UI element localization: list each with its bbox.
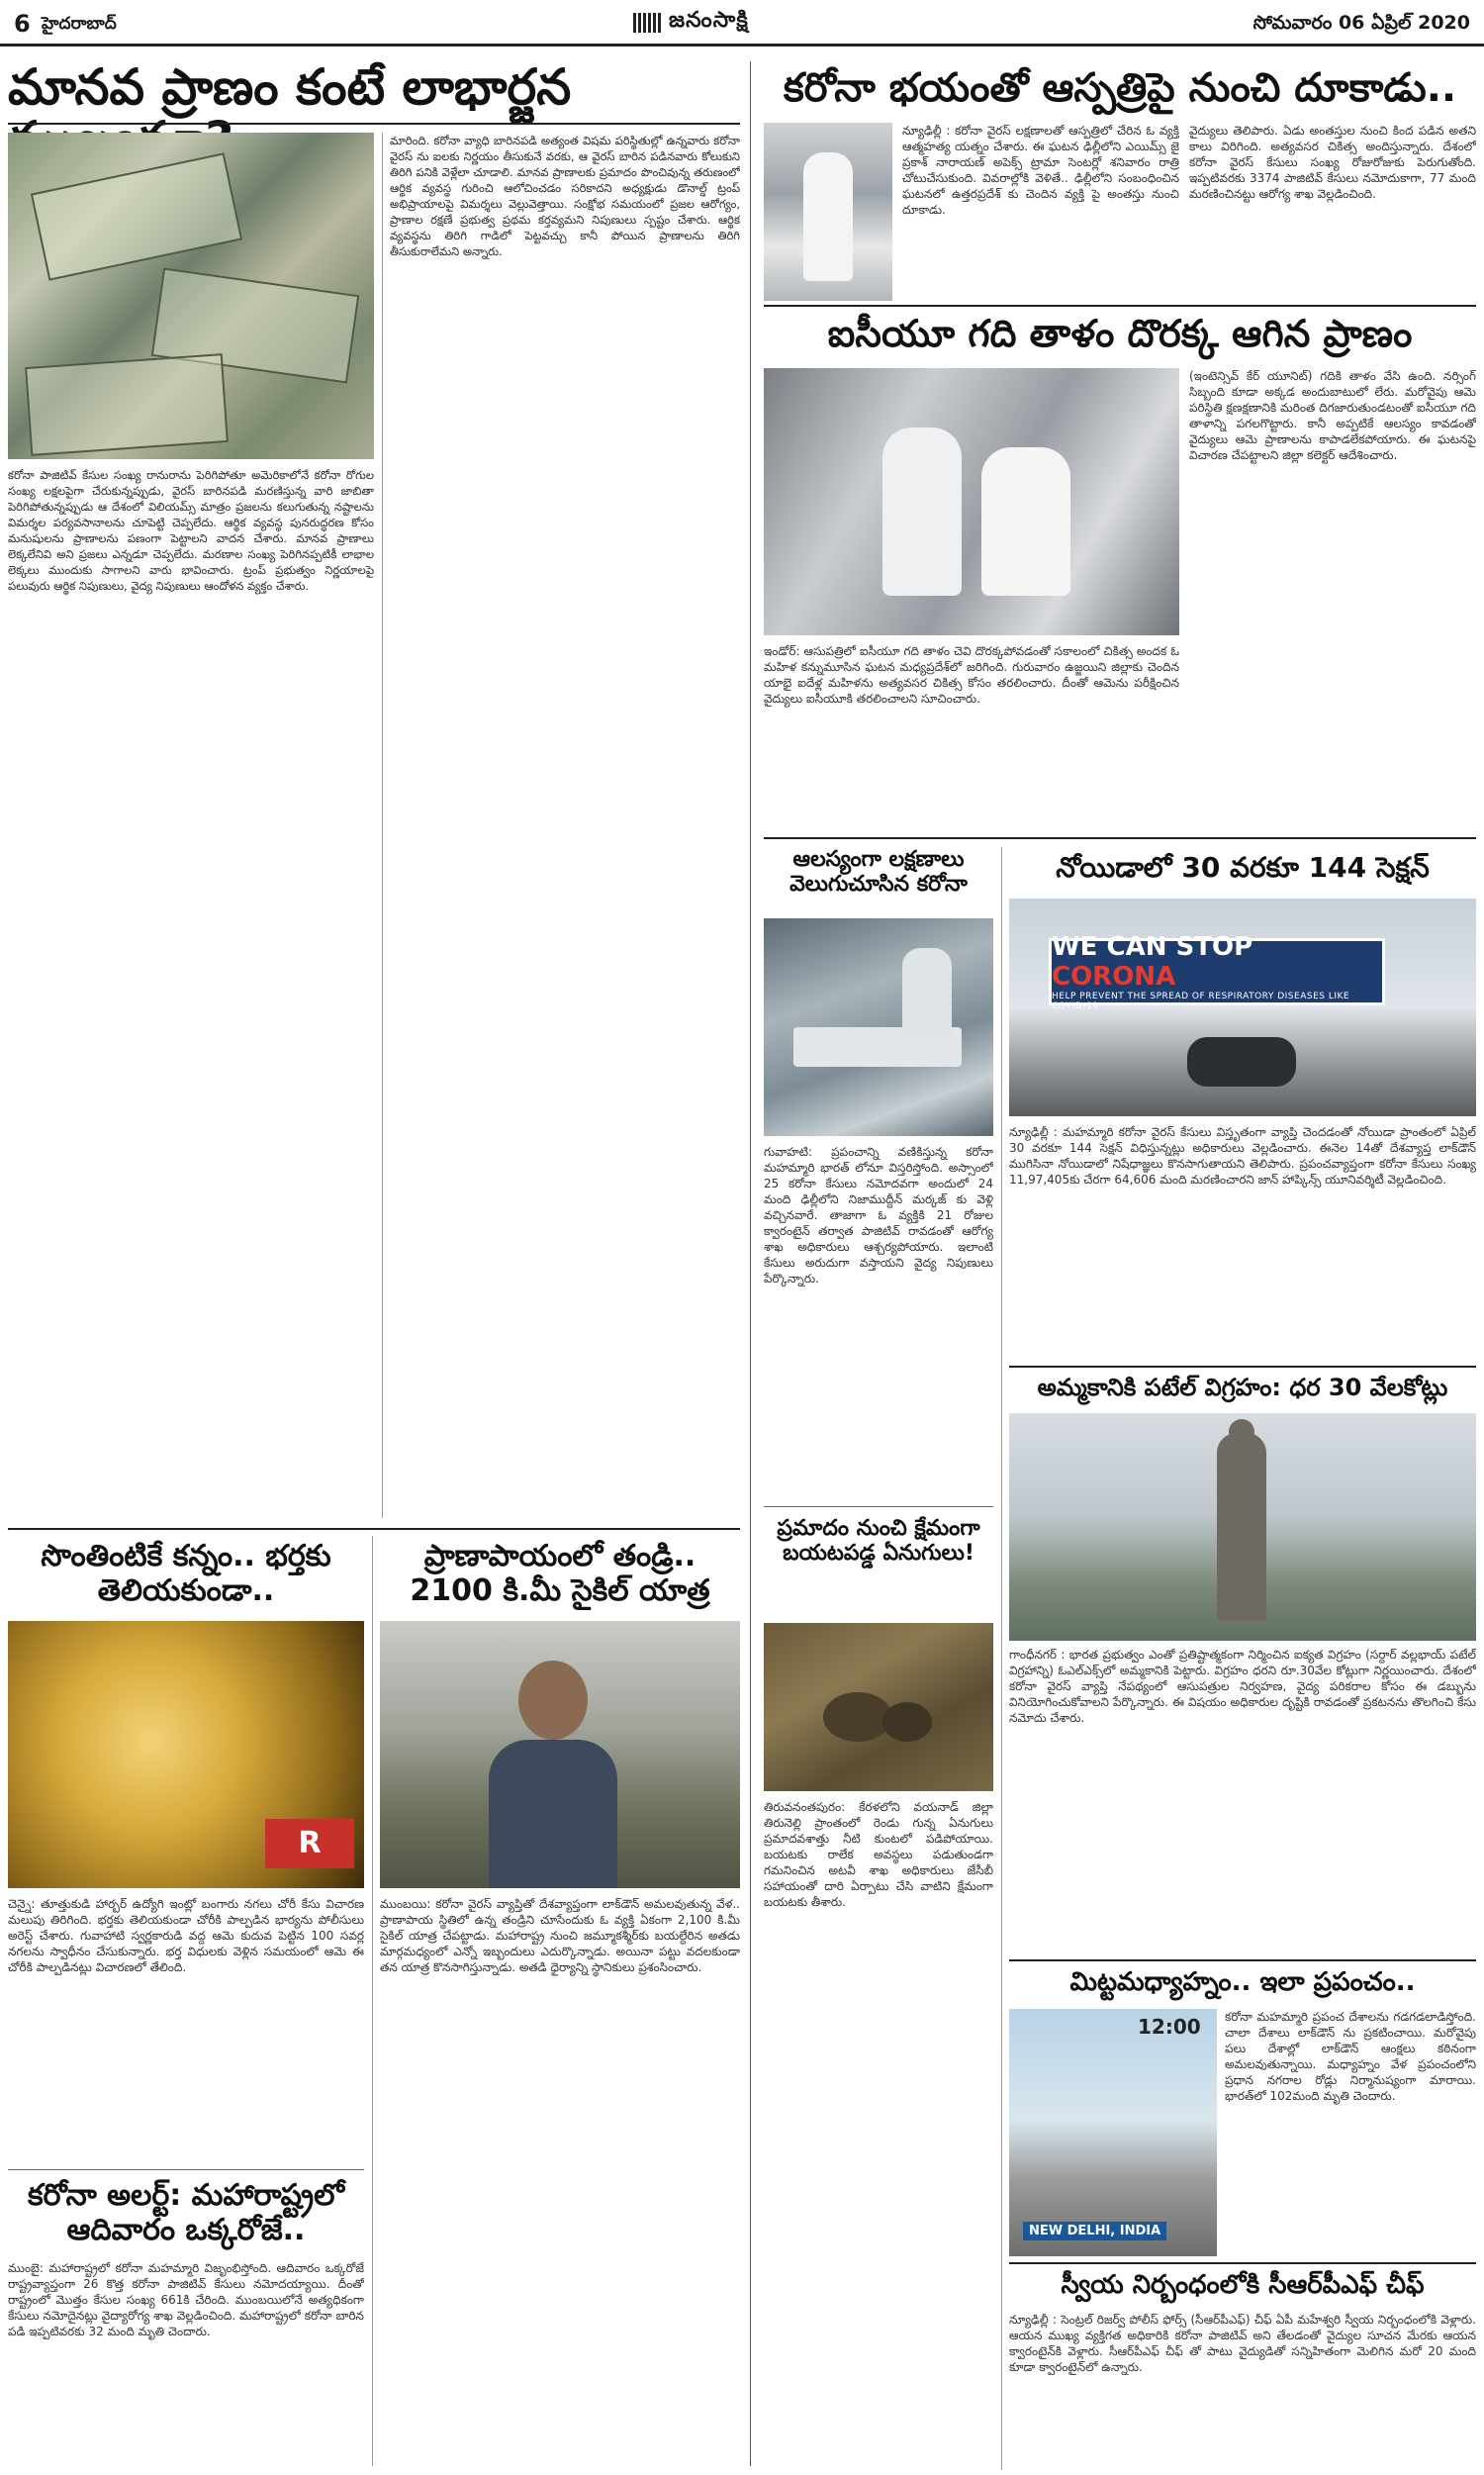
main-headline: మానవ ప్రాణం కంటే లాభార్జన — [8, 58, 572, 116]
afternoon-headline: మిట్టమధ్యాహ్నం.. ఇలా ప్రపంచం.. — [1069, 1967, 1416, 1997]
statue-article: గాంధీనగర్ : భారత ప్రభుత్వం ఎంతో ప్రతిష్టాత్మకంగా నిర్మించిన ఐక్యత విగ్రహం (సర్దార్ వల్లభాయ్ పటేల్ విగ్రహాన్ని) ఓఎల్ఎక్స్‌లో అమ్మకానికి పెట్టారు. విగ్రహం ధరని రూ.30వేల కోట్లుగా నిర్ణయించారు. దేశంలో కరోనా వైరస్ వ్యాప్తి నేపథ్యంలో ఆసుపత్రుల నిర్వహణ, వైద్య పరికరాల కోసం ఈ డబ్బును వినియోగించుకోవాలని పేర్కొన్నారు. ఈ విషయం అధికారుల దృష్టికి రావడంతో ప్రకటనను తొలగించి కేసు నమోదు చేశారు. — [1009, 1648, 1476, 1725]
issue-date: సోమవారం 06 ఏప్రిల్ 2020 — [1252, 12, 1470, 34]
bottom-column-divider — [372, 1536, 373, 2466]
hospital-rule — [764, 305, 1476, 307]
bottom-section-rule — [8, 1528, 740, 1530]
cycle-article: ముంబయి: కరోనా వైరస్ వ్యాప్తితో దేశవ్యాప్తంగా లాక్‌డౌన్ అమలవుతున్న వేళ.. ప్రాణాపాయ స్థితిలో ఉన్న తండ్రిని చూసేందుకు ఓ వ్యక్తి ఏకంగా 2,100 కి.మీ సైకిల్ యాత్ర చేపట్టాడు. మహారాష్ట్ర నుంచి జమ్మూకశ్మీర్‌కు బయల్దేరిన అతడు మార్గమధ్యంలో ఎన్నో ఇబ్బందులు ఎదుర్కొన్నాడు. అయినా పట్టు వదలకుండా తన యాత్ర కొనసాగిస్తున్నాడు. అతడి ధైర్యాన్ని స్థానికులు ప్రశంసించారు. — [380, 1897, 740, 1974]
icu-article-col: (ఇంటెన్సివ్ కేర్ యూనిట్) గదికి తాళం వేసి ఉంది. నర్సింగ్ సిబ్బంది కూడా అక్కడ అందుబాటులో లేరు. మరోవైపు ఆమె పరిస్థితి క్షణక్షణానికి మరింత దిగజారుతుండటంతో ఐసీయూ గది తాళాన్ని పగలగొట్టారు. కానీ అప్పటికే ఆలస్యం కావడంతో వైద్యులు ఆమె ప్రాణాలను కాపాడలేకపోయారు. ఈ ఘటనపై విచారణ చేపట్టాలని జిల్లా కలెక్టర్ ఆదేశించారు. — [1189, 369, 1476, 462]
hospital-window-photo — [764, 123, 892, 301]
banner-accent-text: CORONA — [1052, 962, 1176, 992]
elephants-headline: ప్రమాదం నుంచి క్షేమంగా బయటపడ్డ ఏనుగులు! — [777, 1516, 980, 1567]
elephants-article: తిరువనంతపురం: కేరళలోని వయనాడ్ జిల్లా తిరునెల్లి ప్రాంతంలో రెండు గున్న ఏనుగులు ప్రమాదవశాత్తు నీటి కుంటలో పడిపోయాయి. బయటకు రాలేక అవస్థలు పడుతుండగా గమనించిన అటవీ శాఖ అధికారులు జేసీబీ సహాయంతో దారి ఏర్పాటు చేసి వాటిని క్షేమంగా బయటకు తీశారు. — [764, 1800, 993, 1909]
icu-caption: ఇండోర్: ఆసుపత్రిలో ఐసీయూ గది తాళం చెవి దొరక్కపోవడంతో సకాలంలో చికిత్స అందక ఓ మహిళ కన్నుమూసిన ఘటన మధ్యప్రదేశ్‌లో జరిగింది. గురువారం ఉజ్జయిని జిల్లాకు చెందిన యాభై ఐదేళ్ల మహిళను అత్యవసర చికిత్స కోసం తరలించారు. దీంతో ఆమెను పరీక్షించిన వైద్యులు ఐసీయూకి తరలించాలని సూచించారు. — [764, 644, 1179, 706]
alert-rule — [8, 2169, 364, 2170]
main-article-col1: కరోనా పాజిటివ్ కేసుల సంఖ్య రానురాను పెరిగిపోతూ అమెరికాలోనే కరోనా రోగుల సంఖ్య లక్షలపైగా చేరుకున్నప్పుడు, వైరస్ బారినపడి మరణిస్తున్న వారి జాబితా పెరిగిపోతున్నప్పుడు ఆ దేశంలో విలియమ్స్ మాత్రం ప్రజలను కలుగుతున్న నష్టాలను విమర్శల పర్యవసానాలను చూపెట్టి చెప్పలేదు. ఆర్థిక వ్యవస్థ పునరుద్ధరణ కోసం మనుషులను ప్రాణాలను పణంగా పెట్టాలని వాదన చేశారు. మానవ ప్రాణాలు లెక్కలేనివి అని ప్రజలు ఎన్నడూ చెప్పలేదు. మరణాల సంఖ్య పెరిగినప్పటికీ లాభాల లెక్కలు ముందుకు సాగాలని వారు భావించారు. ట్రంప్ ప్రభుత్వం నిర్ణయాలపై పలువురు ఆర్థిక నిపుణులు, వైద్య నిపుణులు ఆందోళన వ్యక్తం చేశారు. — [8, 468, 374, 593]
main-headline-rule — [8, 123, 740, 125]
statue-rule — [1009, 1959, 1476, 1961]
clock-label: 12:00 — [1138, 2015, 1201, 2039]
banner-main-text: WE CAN STOP — [1052, 932, 1253, 962]
crpf-article: న్యూఢిల్లీ : సెంట్రల్ రిజర్వ్ పోలీస్ ఫోర్స్ (సీఆర్‌పీఎఫ్) చీఫ్ ఏపీ మహేశ్వరి స్వీయ నిర్బంధంలోకి వెళ్లారు. ఆయన ముఖ్య వ్యక్తిగత అధికారికి కరోనా పాజిటివ్ అని తేలడంతో వైద్యుల సూచన మేరకు ఆయన క్వారంటైన్‌కి వెళ్లారు. సీఆర్‌పీఎఫ్ చీఫ్ తో పాటు వైద్యుడితో సన్నిహితంగా మెలిగిన మరో 20 మంది కూడా క్వారంటైన్‌లో ఉన్నారు. — [1009, 2313, 1476, 2374]
noida-street-photo — [1009, 899, 1476, 1116]
statue-of-unity-photo — [1009, 1413, 1476, 1641]
delay-article: గువాహటి: ప్రపంచాన్ని వణికిస్తున్న కరోనా మహమ్మారి భారత్ లోనూ విస్తరిస్తోంది. అస్సాంలో 25 కరోనా కేసులు నమోదవగా అందులో 24 మంది ఢిల్లీలోని నిజాముద్దీన్ మర్కజ్ కు వెళ్లి వచ్చినవారే. తాజాగా ఓ వ్యక్తికి 21 రోజుల క్వారంటైన్ తర్వాత పాజిటివ్ రావడంతో ఆరోగ్య శాఖ అధికారులు ఆశ్చర్యపోయారు. ఇలాంటి కేసులు అరుదుగా వస్తాయని వైద్య నిపుణులు పేర్కొన్నారు. — [764, 1145, 993, 1285]
afternoon-rule — [1009, 2262, 1476, 2264]
new-delhi-label: NEW DELHI, INDIA — [1023, 2222, 1166, 2240]
dollar-bills-photo — [8, 133, 374, 459]
hospital-headline: కరోనా భయంతో ఆస్పత్రిపై నుంచి దూకాడు.. — [783, 65, 1457, 111]
right-column-divider — [1001, 847, 1002, 2470]
masthead-logo-icon — [633, 13, 661, 33]
noida-headline: నోయిడాలో 30 వరకూ 144 సెక్షన్ — [1056, 851, 1430, 884]
alert-headline: కరోనా అలర్ట్: మహారాష్ట్రలో ఆదివారం ఒక్కరోజే.. — [27, 2178, 344, 2247]
delay-headline: ఆలస్యంగా లక్షణాలు వెలుగుచూసిన కరోనా — [789, 847, 968, 898]
main-column-divider — [382, 133, 383, 1518]
crpf-headline: స్వీయ నిర్బంధంలోకి సీఆర్‌పీఎఫ్ చీఫ్ — [1061, 2270, 1425, 2300]
icu-doctors-photo — [764, 368, 1179, 635]
noida-article: న్యూఢిల్లీ : మహమ్మారి కరోనా వైరస్ కేసులు విస్తృతంగా వ్యాప్తి చెందడంతో నోయిడా ప్రాంతంలో ఏప్రిల్ 30 వరకూ 144 సెక్షన్ విధిస్తున్నట్లు అధికారులు వెల్లడించారు. ఈనెల 14తో దేశవ్యాప్త లాక్‌డౌన్ ముగిసినా నోయిడాలో నిషేధాజ్ఞలు కొనసాగుతాయని తెలిపారు. ప్రపంచవ్యాప్తంగా కరోనా కేసులు సంఖ్య 11,97,405కు చేరగా 64,606 మంది మరణించారని జాన్ హాప్కిన్స్ యూనివర్శిటీ వెల్లడించింది. — [1009, 1125, 1476, 1187]
alert-article: ముంబై: మహారాష్ట్రలో కరోనా మహమ్మారి విజృంభిస్తోంది. ఆదివారం ఒక్కరోజే రాష్ట్రవ్యాప్తంగా 26 కొత్త కరోనా పాజిటివ్ కేసులు నమోదయ్యాయి. దీంతో రాష్ట్రంలో మొత్తం కేసుల సంఖ్య 661కి చేరింది. ముంబయిలోనే అత్యధికంగా కేసులు నమోదైనట్లు వైద్యారోగ్య శాఖ వెల్లడించింది. మహారాష్ట్రలో కరోనా బారిన పడి ఇప్పటివరకు 32 మంది మృతి చెందారు. — [8, 2261, 364, 2338]
header-rule — [0, 44, 1484, 47]
masthead-title: జనంసాక్షి — [669, 8, 749, 33]
masthead — [633, 8, 749, 38]
afternoon-article: కరోనా మహమ్మారి ప్రపంచ దేశాలను గడగడలాడిస్తోంది. చాలా దేశాలు లాక్‌డౌన్ ను ప్రకటించాయి. మరోవైపు పలు దేశాల్లో లాక్‌డౌన్ ఆంక్షలు కఠినంగా అమలవుతున్నాయి. మధ్యాహ్నం వేళ ప్రపంచంలోని ప్రధాన నగరాల రోడ్లు నిర్మానుష్యంగా మారాయి. భారత్‌లో 102మంది మృతి చెందారు. — [1225, 2010, 1476, 2103]
hospital-article-col2: వైద్యులు తెలిపారు. ఏడు అంతస్తుల నుంచి కింద పడిన అతని కాలు విరిగింది. అత్యవసర చికిత్స అందిస్తున్నారు. దేశంలో కరోనా వైరస్ కేసులు సంఖ్య రోజురోజుకు పెరుగుతోంది. ఇప్పటివరకు 3374 పాజిటివ్ కేసులు నమోదుకాగా, 77 మంది మరణించినట్టు ఆరోగ్య శాఖ వెల్లడించింది. — [1189, 124, 1476, 201]
city-label: హైదరాబాద్ — [42, 14, 117, 34]
hospital-article-col1: న్యూఢిల్లీ : కరోనా వైరస్ లక్షణాలతో ఆస్పత్రిలో చేరిన ఓ వ్యక్తి ఆత్మహత్య యత్నం చేశారు. ఈ ఘటన ఢిల్లీలోని ఎయిమ్స్ జై ప్రకాశ్ నారాయణ్ అపెక్స్ ట్రామా సెంటర్లో శనివారం రాత్రి చోటుచేసుకుంది. వివరాల్లోకి వెళితే.. ఢిల్లీలోని సంబంధించిన ఘటనలో ఉత్తరప్రదేశ్ కు చెందిన వ్యక్తి పై అంతస్తు నుంచి దూకాడు. — [902, 124, 1179, 217]
main-article-col2: మారింది. కరోనా వ్యాధి బారినపడి అత్యంత విషమ పరిస్థితుల్లో ఉన్నవారు కరోనా వైరస్ ను ఐలకు నిర్ణయం తీసుకునే వరకు, ఆ వైరస్ బారిన పడినవారు కోలుకుని తిరిగి పనికి వెళ్లేలా చూడాలి. మానవ ప్రాణాలకు ప్రమాదం పొంచివున్న తరుణంలో ఆర్థిక వ్యవస్థ గురించి ఆలోచించడం సరికాదని అధ్యక్షుడు డొనాల్డ్ ట్రంప్ అభిప్రాయాలపై విమర్శలు వెల్లువెత్తాయి. సంక్షోభ సమయంలో ప్రజల ఆరోగ్యం, ప్రాణాల రక్షణే ప్రభుత్వ ప్రథమ కర్తవ్యమని నిపుణులు స్పష్టం చేశారు. ఆర్థిక వ్యవస్థను తిరిగి గాడిలో పెట్టవచ్చు కానీ పోయిన ప్రాణాలను తిరిగి తీసుకురాలేమని అన్నారు. — [390, 134, 740, 258]
ward-photo — [764, 918, 993, 1136]
banner-subtext: HELP PREVENT THE SPREAD OF RESPIRATORY DISEASES LIKE COVID-19 — [1052, 992, 1350, 1011]
cycle-headline: ప్రాణాపాయంలో తండ్రి.. 2100 కి.మీ సైకిల్ యాత్ర — [410, 1539, 710, 1608]
icu-rule — [764, 837, 1476, 839]
noida-rule — [1009, 1366, 1476, 1368]
page-number: 6 — [14, 10, 31, 38]
we-can-stop-corona-banner — [1049, 932, 1385, 1011]
center-divider — [750, 61, 751, 2466]
cyclist-man-photo — [380, 1621, 740, 1888]
icu-headline: ఐసీయూ గది తాళం దొరక్క ఆగిన ప్రాణం — [827, 312, 1413, 355]
gold-headline: సొంతింటికే కన్నం.. భర్తకు తెలియకుండా.. — [41, 1539, 331, 1608]
delay-rule — [764, 1506, 993, 1507]
statue-headline: అమ్మకానికి పటేల్ విగ్రహం: ధర 30 వేలకోట్లు — [1037, 1374, 1448, 1401]
new-delhi-photo — [1009, 2009, 1217, 2256]
elephants-photo — [764, 1623, 993, 1791]
gold-article: చెన్నై: తూత్తుకుడి హార్బర్ ఉద్యోగి ఇంట్లో బంగారు నగలు చోరీ కేసు విచారణ మలుపు తిరిగింది. భర్తకు తెలియకుండా చోరీకి పాల్పడిన భార్యను పోలీసులు అరెస్ట్ చేశారు. గువాహాటి స్వర్ణకారుడి వద్ద ఆమె కుదువ పెట్టిన 100 సవర్ల నగలను స్వాధీనం చేసుకున్నారు. భర్త విధులకు వెళ్లిన సమయంలో ఆమె ఈ చోరీకి పాల్పడినట్లు విచారణలో తేలింది. — [8, 1897, 364, 1974]
gold-jewellery-photo: R — [8, 1621, 364, 1888]
